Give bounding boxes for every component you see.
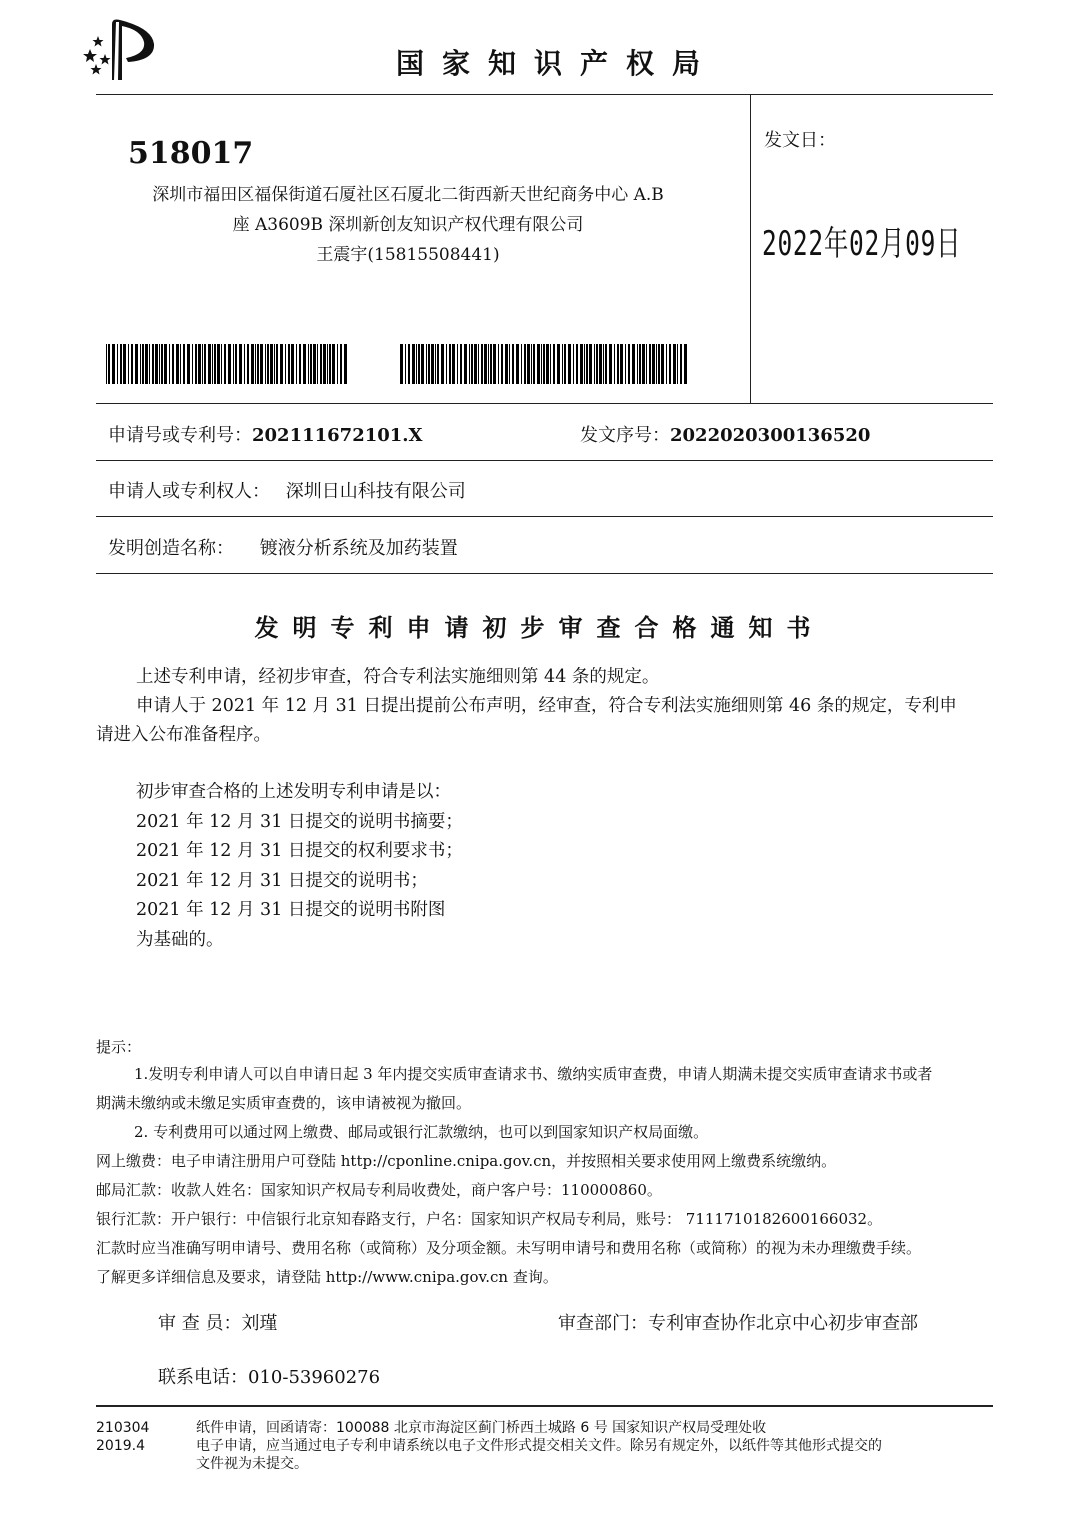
barcode-bar	[187, 344, 190, 384]
barcode-bar	[493, 344, 496, 384]
mailing-address	[108, 180, 708, 270]
cnipa-logo-icon	[78, 14, 162, 82]
barcode-bar	[625, 344, 626, 384]
barcode-bar	[145, 344, 148, 384]
barcode-bar	[106, 344, 107, 384]
barcode-bar	[649, 344, 651, 384]
barcode-bar	[596, 344, 598, 384]
barcode-bar	[332, 344, 335, 384]
barcode-bar	[285, 344, 286, 384]
barcode-bar	[603, 344, 604, 384]
barcode-bar	[202, 344, 203, 384]
bank-payment-info: 银行汇款：开户银行：中信银行北京知春路支行，户名：国家知识产权局专利局，账号： 7111710182600166032。	[96, 1210, 883, 1228]
post-payment-info: 邮局汇款：收款人姓名：国家知识产权局专利局收费处，商户客户号：110000860。	[96, 1181, 662, 1199]
barcode-bar	[481, 344, 483, 384]
basis-item: 2021 年 12 月 31 日提交的权利要求书；	[136, 841, 463, 861]
barcode-bar	[564, 344, 566, 384]
barcode-bar	[524, 344, 526, 384]
footer-notes	[196, 1419, 996, 1473]
applicant-row	[108, 477, 466, 503]
barcode-bar	[632, 344, 635, 384]
basis-intro: 初步审查合格的上述发明专利申请是以：	[136, 782, 451, 802]
barcode-bar	[521, 344, 522, 384]
barcode-bar	[308, 344, 309, 384]
barcode-bar	[474, 344, 477, 384]
issue-date-value: 2022年02月09日	[762, 224, 962, 264]
barcode-bar	[233, 344, 234, 384]
barcode-bar	[117, 344, 118, 384]
org-name: 国家知识产权局	[396, 47, 719, 80]
barcode-bar	[669, 344, 671, 384]
barcode-bar	[531, 344, 532, 384]
barcode-bar	[112, 344, 115, 384]
notice-paragraph-cont: 请进入公布准备程序。	[96, 725, 271, 745]
tip-item-cont: 期满未缴纳或未缴足实质审查费的，该申请被视为撤回。	[96, 1094, 472, 1112]
barcode-bar	[562, 344, 563, 384]
barcode-bar	[488, 344, 489, 384]
barcode-bar	[666, 344, 667, 384]
address-line: 深圳市福田区福保街道石厦社区石厦北二街西新天世纪商务中心 A.B	[152, 185, 664, 205]
barcode-bar	[320, 344, 322, 384]
barcode-bar	[135, 344, 138, 384]
notice-paragraph: 上述专利申请，经初步审查，符合专利法实施细则第 44 条的规定。	[136, 667, 660, 687]
form-version: 2019.4	[96, 1438, 145, 1454]
barcode-bar	[498, 344, 499, 384]
document-number-row	[580, 421, 870, 447]
barcode-bar	[609, 344, 612, 384]
barcode-bar	[327, 344, 328, 384]
form-code: 210304	[96, 1420, 150, 1436]
postcode: 518017	[128, 136, 254, 171]
basis-end: 为基础的。	[136, 929, 224, 950]
barcode-bar	[344, 344, 347, 384]
barcode-left	[106, 344, 350, 384]
barcode-bar	[457, 344, 458, 384]
notice-title: 发明专利申请初步审查合格通知书	[254, 614, 825, 642]
document-number-label: 发文序号：	[580, 425, 670, 446]
phone-label: 联系电话：	[158, 1367, 248, 1388]
application-number-row	[108, 421, 423, 447]
barcode-bar	[431, 344, 434, 384]
barcode-bar	[108, 344, 110, 384]
row-rule	[96, 403, 993, 404]
barcode-bar	[573, 344, 574, 384]
barcode-bar	[180, 344, 181, 384]
applicant-label: 申请人或专利权人：	[108, 481, 270, 502]
barcode-bar	[437, 344, 439, 384]
barcode-bar	[140, 344, 141, 384]
barcode-bar	[337, 344, 338, 384]
barcode-bar	[580, 344, 583, 384]
barcode-bar	[673, 344, 676, 384]
barcode-bar	[435, 344, 436, 384]
barcode-bar	[505, 344, 508, 384]
barcode-bar	[599, 344, 602, 384]
contact-phone	[158, 1363, 380, 1389]
basis-item: 2021 年 12 月 31 日提交的说明书附图	[136, 900, 446, 920]
barcode-bar	[426, 344, 427, 384]
barcode-bar	[239, 344, 242, 384]
department-label: 审查部门：	[558, 1313, 648, 1334]
barcode-bar	[533, 344, 535, 384]
tips-label: 提示：	[96, 1038, 142, 1056]
invention-label: 发明创造名称：	[108, 538, 234, 559]
barcode-bar	[192, 344, 193, 384]
barcode-bar	[471, 344, 473, 384]
department	[558, 1309, 918, 1335]
barcode-bar	[299, 344, 301, 384]
barcode-bar	[512, 344, 514, 384]
form-codes	[96, 1419, 149, 1455]
barcode-bar	[501, 344, 503, 384]
barcode-bar	[164, 344, 167, 384]
barcode-bar	[288, 344, 290, 384]
barcode-bar	[637, 344, 638, 384]
barcode-bar	[176, 344, 179, 384]
barcode-bar	[260, 344, 263, 384]
barcode-bar	[257, 344, 259, 384]
barcode-bar	[557, 344, 560, 384]
barcode-bar	[152, 344, 154, 384]
barcode-bar	[296, 344, 297, 384]
barcode-bar	[576, 344, 578, 384]
barcode-bar	[214, 344, 216, 384]
barcode-bar	[303, 344, 306, 384]
date-column-divider	[750, 94, 751, 403]
barcode-bar	[452, 344, 455, 384]
application-number-label: 申请号或专利号：	[108, 425, 252, 446]
barcode-bar	[169, 344, 170, 384]
barcode-bar	[620, 344, 623, 384]
invention-row	[108, 534, 458, 560]
invention-value: 镀液分析系统及加药装置	[259, 538, 458, 559]
document-number-value: 2022020300136520	[670, 425, 871, 446]
footer-line: 电子申请，应当通过电子专利申请系统以电子文件形式提交相关文件。除另有规定外，以纸件等其他形式提交的	[196, 1438, 882, 1454]
barcode-bar	[516, 344, 519, 384]
barcode-bar	[408, 344, 410, 384]
barcode-bar	[251, 344, 254, 384]
barcode-bar	[550, 344, 551, 384]
barcode-bar	[276, 344, 278, 384]
barcode-bar	[412, 344, 415, 384]
barcode-bar	[244, 344, 245, 384]
barcode-bar	[329, 344, 331, 384]
barcode-bar	[142, 344, 144, 384]
barcode-bar	[418, 344, 420, 384]
barcode-bar	[228, 344, 231, 384]
barcode-bar	[255, 344, 256, 384]
notice-paragraph: 申请人于 2021 年 12 月 31 日提出提前公布声明，经审查，符合专利法实施细则第 46 条的规定，专利申	[136, 696, 957, 716]
barcode-bar	[128, 344, 129, 384]
barcode-bar	[490, 344, 492, 384]
barcode-bar	[642, 344, 645, 384]
barcode-bar	[204, 344, 206, 384]
barcode-bar	[131, 344, 133, 384]
barcode-bar	[400, 344, 403, 384]
examiner-value: 刘瑾	[241, 1313, 278, 1334]
barcode-bar	[527, 344, 530, 384]
barcode-bar	[684, 344, 687, 384]
barcode-bar	[310, 344, 312, 384]
barcode-bar	[195, 344, 197, 384]
barcode-bar	[217, 344, 220, 384]
more-info-note: 了解更多详细信息及要求，请登陆 http://www.cnipa.gov.cn 查询。	[96, 1268, 558, 1286]
barcode-bar	[680, 344, 682, 384]
barcode-right	[400, 344, 692, 384]
barcode-bar	[541, 344, 542, 384]
department-value: 专利审查协作北京中心初步审查部	[648, 1313, 918, 1334]
address-line: 座 A3609B 深圳新创友知识产权代理有限公司	[232, 215, 584, 235]
barcode-bar	[235, 344, 237, 384]
barcode-bar	[274, 344, 275, 384]
barcode-bar	[658, 344, 660, 384]
barcode-bar	[537, 344, 540, 384]
barcode-bar	[543, 344, 545, 384]
barcode-bar	[224, 344, 226, 384]
tip-item: 1.发明专利申请人可以自申请日起 3 年内提交实质审查请求书、缴纳实质审查费，申请人期满未提交实质审查请求书或者	[134, 1065, 933, 1083]
barcode-bar	[594, 344, 595, 384]
barcode-bar	[120, 344, 122, 384]
barcode-bar	[584, 344, 585, 384]
barcode-bar	[509, 344, 510, 384]
applicant-value: 深圳日山科技有限公司	[285, 481, 466, 502]
footer-rule	[96, 1405, 993, 1407]
barcode-bar	[661, 344, 664, 384]
barcode-bar	[323, 344, 326, 384]
barcode-bar	[212, 344, 213, 384]
row-rule	[96, 516, 993, 517]
barcode-bar	[149, 344, 150, 384]
examiner-label: 审 查 员：	[158, 1313, 242, 1334]
row-rule	[96, 460, 993, 461]
barcode-bar	[460, 344, 462, 384]
remittance-note: 汇款时应当准确写明申请号、费用名称（或简称）及分项金额。未写明申请号和费用名称（或简称）的视为未办理缴费手续。	[96, 1239, 922, 1257]
barcode-bar	[159, 344, 160, 384]
tip-item: 2. 专利费用可以通过网上缴费、邮局或银行汇款缴纳，也可以到国家知识产权局面缴。	[134, 1123, 709, 1141]
barcode-bar	[469, 344, 470, 384]
barcode-bar	[428, 344, 430, 384]
basis-item: 2021 年 12 月 31 日提交的说明书；	[136, 870, 428, 891]
header-rule	[96, 94, 993, 95]
barcode-bar	[265, 344, 266, 384]
barcode-bar	[568, 344, 571, 384]
barcode-bar	[628, 344, 630, 384]
barcode-bar	[546, 344, 549, 384]
barcode-bar	[155, 344, 158, 384]
barcode-bar	[484, 344, 487, 384]
footer-line: 文件视为未提交。	[196, 1456, 308, 1472]
barcode-bar	[478, 344, 479, 384]
barcode-bar	[221, 344, 222, 384]
barcode-bar	[639, 344, 641, 384]
address-line: 王震宇(15815508441)	[316, 245, 500, 265]
examiner	[158, 1309, 277, 1335]
issue-date-label: 发文日：	[764, 130, 836, 151]
barcode-bar	[161, 344, 163, 384]
barcode-bar	[656, 344, 657, 384]
barcode-bar	[267, 344, 269, 384]
barcode-bar	[553, 344, 555, 384]
barcode-bar	[416, 344, 417, 384]
barcode-bar	[646, 344, 647, 384]
online-payment-info: 网上缴费：电子申请注册用户可登陆 http://cponline.cnipa.gov.cn，并按照相关要求使用网上缴费系统缴纳。	[96, 1152, 837, 1170]
barcode-bar	[198, 344, 201, 384]
barcode-bar	[449, 344, 451, 384]
barcode-bar	[441, 344, 444, 384]
barcode-bar	[652, 344, 655, 384]
barcode-bar	[614, 344, 615, 384]
row-rule	[96, 573, 993, 574]
barcode-bar	[123, 344, 126, 384]
barcode-bar	[208, 344, 211, 384]
barcode-bar	[313, 344, 316, 384]
barcode-bar	[464, 344, 467, 384]
basis-list	[136, 778, 463, 955]
barcode-bar	[172, 344, 174, 384]
barcode-bar	[405, 344, 406, 384]
barcode-bar	[421, 344, 424, 384]
barcode-bar	[280, 344, 283, 384]
barcode-bar	[605, 344, 607, 384]
application-number-value: 202111672101.X	[252, 425, 423, 446]
barcode-bar	[677, 344, 678, 384]
barcode-bar	[340, 344, 342, 384]
barcode-bar	[183, 344, 185, 384]
barcode-bar	[589, 344, 592, 384]
footer-line: 纸件申请，回函请寄：100088 北京市海淀区蓟门桥西土城路 6 号 国家知识产权局受理处收	[196, 1420, 767, 1436]
barcode-bar	[291, 344, 294, 384]
phone-value: 010-53960276	[248, 1367, 381, 1388]
barcode-bar	[617, 344, 619, 384]
barcode-bar	[317, 344, 318, 384]
barcode-bar	[586, 344, 588, 384]
basis-item: 2021 年 12 月 31 日提交的说明书摘要；	[136, 811, 463, 832]
barcode-bar	[270, 344, 273, 384]
barcode-bar	[446, 344, 447, 384]
barcode-bar	[247, 344, 249, 384]
